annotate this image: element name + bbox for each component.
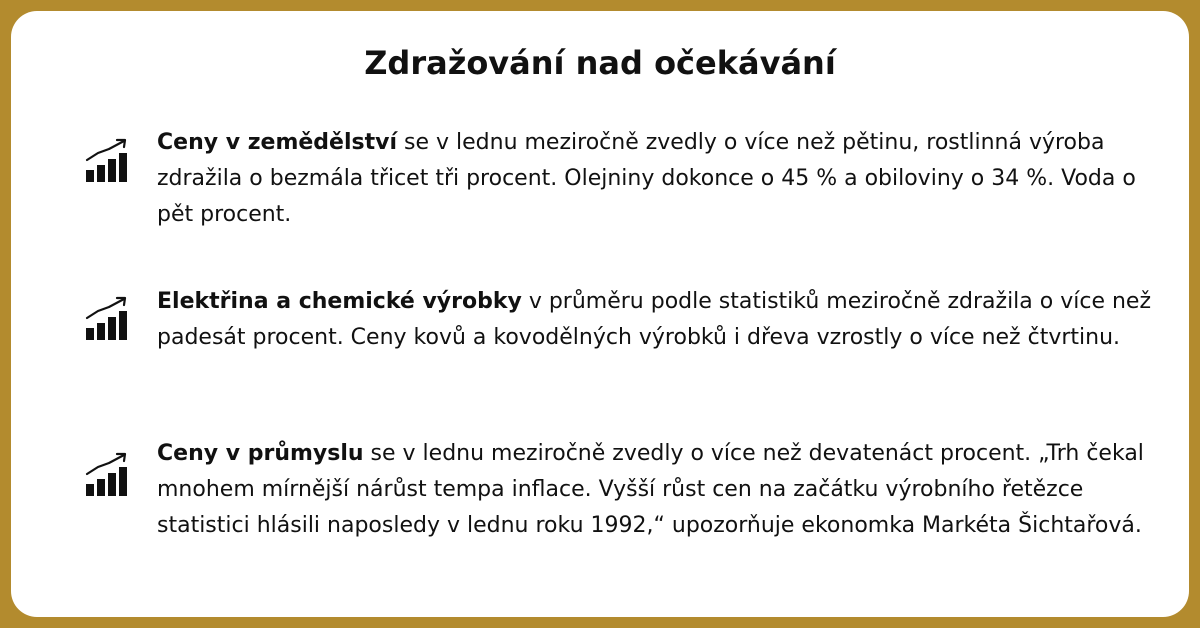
paragraph-body: se v lednu meziročně zvedly o více než devatenáct procent. „Trh čekal mnohem mírnější nárůst tempa inflace. Vyšší růst cen na začátku výrobního řetězce statistici hlásili naposledy v lednu roku 1992,“ upozorňuje ekonomka Markéta Šichtařová. bbox=[157, 441, 1144, 538]
rising-bar-chart-icon bbox=[84, 296, 130, 342]
paragraph-lead: Elektřina a chemické výrobky bbox=[157, 289, 522, 314]
paragraph bbox=[157, 436, 1157, 544]
paragraph-body: se v lednu meziročně zvedly o více než pětinu, rostlinná výroba zdražila o bezmála třicet tři procent. Olejniny dokonce o 45 % a obiloviny o 34 %. Voda o pět procent. bbox=[157, 130, 1136, 227]
rising-bar-chart-icon bbox=[84, 452, 130, 498]
paragraph-lead: Ceny v zemědělství bbox=[157, 130, 398, 155]
paragraph bbox=[157, 284, 1157, 356]
paragraph bbox=[157, 125, 1157, 233]
page-title: Zdražování nad očekávání bbox=[364, 44, 836, 82]
rising-bar-chart-icon bbox=[84, 138, 130, 184]
paragraph-lead: Ceny v průmyslu bbox=[157, 441, 364, 466]
paragraph-body: v průměru podle statistiků meziročně zdražila o více než padesát procent. Ceny kovů a kovodělných výrobků i dřeva vzrostly o více než čtvrtinu. bbox=[157, 289, 1152, 350]
